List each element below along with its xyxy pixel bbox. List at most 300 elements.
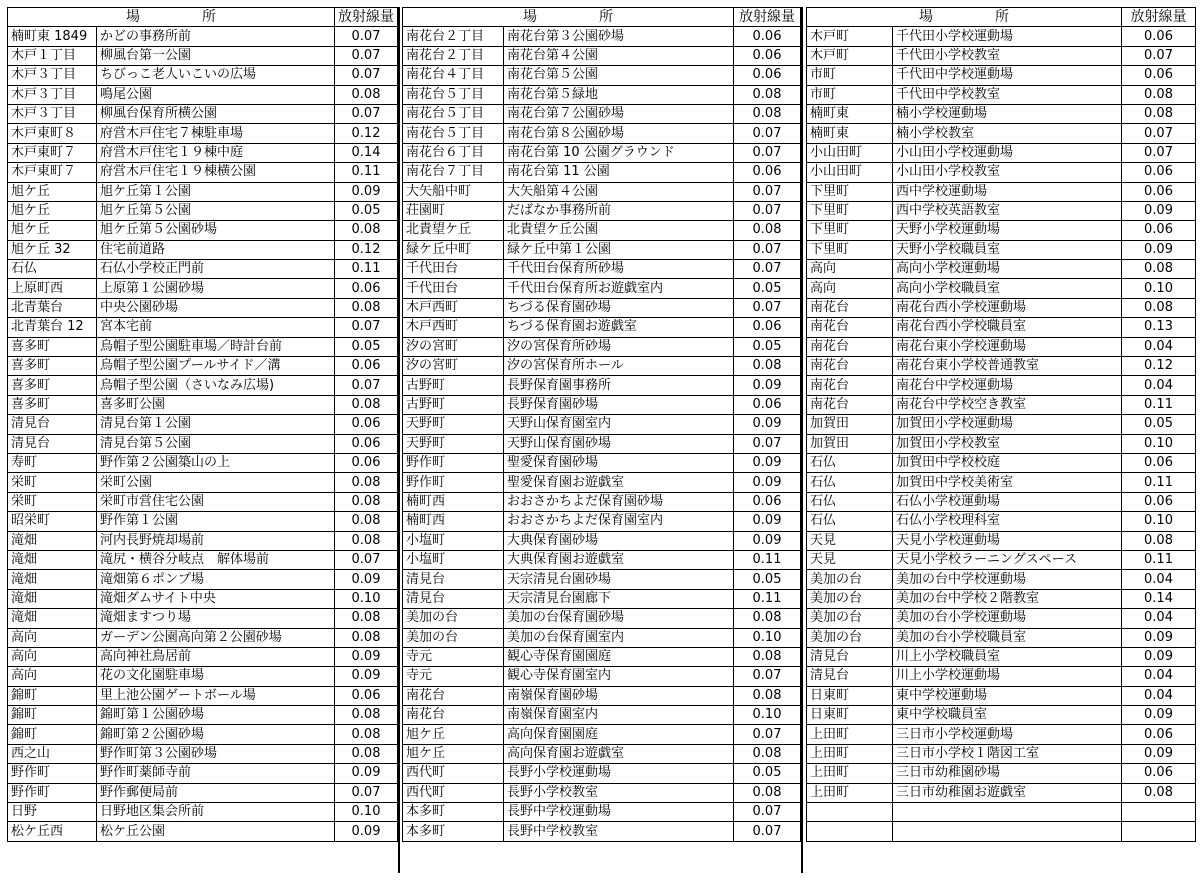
cell-location: 栄町公園 bbox=[97, 473, 335, 492]
cell-dose: 0.08 bbox=[734, 85, 801, 104]
cell-dose: 0.05 bbox=[734, 764, 801, 783]
table-row bbox=[807, 357, 1196, 376]
cell-dose: 0.08 bbox=[734, 744, 801, 763]
cell-location: 鳴尾公園 bbox=[97, 85, 335, 104]
cell-dose: 0.06 bbox=[1122, 492, 1196, 511]
cell-location: 北貴望ケ丘公園 bbox=[504, 221, 734, 240]
table-row bbox=[807, 803, 1196, 822]
cell-town: 本多町 bbox=[403, 803, 504, 822]
cell-town: 小塩町 bbox=[403, 550, 504, 569]
table-row bbox=[403, 27, 801, 46]
cell-town: 北貴望ケ丘 bbox=[403, 221, 504, 240]
cell-town: 南花台７丁目 bbox=[403, 163, 504, 182]
cell-dose: 0.08 bbox=[335, 512, 398, 531]
table-row bbox=[807, 66, 1196, 85]
cell-town: 下里町 bbox=[807, 201, 893, 220]
cell-dose: 0.11 bbox=[734, 550, 801, 569]
cell-town: 木戸３丁目 bbox=[8, 104, 97, 123]
cell-location: 緑ケ丘中第１公園 bbox=[504, 240, 734, 259]
cell-dose: 0.07 bbox=[335, 46, 398, 65]
cell-town: 西代町 bbox=[403, 764, 504, 783]
cell-town: 旭ケ丘 bbox=[8, 201, 97, 220]
cell-town: 市町 bbox=[807, 85, 893, 104]
table-row bbox=[403, 66, 801, 85]
cell-dose: 0.08 bbox=[1122, 104, 1196, 123]
cell-town: 大矢船中町 bbox=[403, 182, 504, 201]
cell-location: 小山田小学校運動場 bbox=[893, 143, 1122, 162]
cell-location: 清見台第１公園 bbox=[97, 415, 335, 434]
table-row bbox=[807, 201, 1196, 220]
cell-location: 楠小学校運動場 bbox=[893, 104, 1122, 123]
cell-dose: 0.08 bbox=[1122, 260, 1196, 279]
cell-dose: 0.06 bbox=[1122, 182, 1196, 201]
cell-location: 滝尻・横谷分岐点 解体場前 bbox=[97, 550, 335, 569]
cell-location: 聖愛保育園砂場 bbox=[504, 453, 734, 472]
cell-location: 美加の台保育園砂場 bbox=[504, 609, 734, 628]
cell-dose: 0.08 bbox=[734, 104, 801, 123]
table-row bbox=[8, 609, 398, 628]
table-row bbox=[403, 589, 801, 608]
cell-town: 高向 bbox=[8, 647, 97, 666]
cell-location: 南花台第５公園 bbox=[504, 66, 734, 85]
cell-dose: 0.05 bbox=[734, 337, 801, 356]
cell-location: 野作第１公園 bbox=[97, 512, 335, 531]
cell-town: 南花台５丁目 bbox=[403, 104, 504, 123]
table-row bbox=[8, 570, 398, 589]
table-row bbox=[8, 240, 398, 259]
cell-dose: 0.11 bbox=[335, 163, 398, 182]
cell-location: 天野小学校職員室 bbox=[893, 240, 1122, 259]
cell-town: 清見台 bbox=[403, 589, 504, 608]
cell-town: 千代田台 bbox=[403, 279, 504, 298]
table-row bbox=[403, 201, 801, 220]
cell-dose: 0.06 bbox=[734, 163, 801, 182]
cell-town: 松ケ丘西 bbox=[8, 822, 97, 841]
cell-town bbox=[807, 803, 893, 822]
cell-town: 滝畑 bbox=[8, 589, 97, 608]
header-dose: 放射線量 bbox=[734, 8, 801, 27]
table-row bbox=[403, 104, 801, 123]
cell-dose: 0.04 bbox=[1122, 570, 1196, 589]
cell-dose: 0.10 bbox=[734, 628, 801, 647]
cell-dose: 0.11 bbox=[734, 589, 801, 608]
cell-town: 滝畑 bbox=[8, 609, 97, 628]
cell-town: 市町 bbox=[807, 66, 893, 85]
cell-town: 南花台 bbox=[807, 298, 893, 317]
table-row bbox=[8, 415, 398, 434]
cell-dose: 0.05 bbox=[1122, 415, 1196, 434]
cell-town: 楠町東 bbox=[807, 104, 893, 123]
cell-dose: 0.06 bbox=[335, 434, 398, 453]
cell-dose: 0.07 bbox=[734, 143, 801, 162]
cell-location: 南花台東小学校普通教室 bbox=[893, 357, 1122, 376]
table-row bbox=[8, 492, 398, 511]
cell-dose bbox=[1122, 822, 1196, 841]
cell-town: 昭栄町 bbox=[8, 512, 97, 531]
cell-town: 南花台２丁目 bbox=[403, 46, 504, 65]
table-row bbox=[807, 337, 1196, 356]
cell-location: 高向小学校運動場 bbox=[893, 260, 1122, 279]
cell-town: 荘園町 bbox=[403, 201, 504, 220]
cell-town: 滝畑 bbox=[8, 531, 97, 550]
cell-location: 河内長野焼却場前 bbox=[97, 531, 335, 550]
cell-location: 東中学校運動場 bbox=[893, 686, 1122, 705]
cell-dose: 0.14 bbox=[1122, 589, 1196, 608]
cell-location: 栄町市営住宅公園 bbox=[97, 492, 335, 511]
table-row bbox=[403, 473, 801, 492]
cell-location: 千代田台保育所お遊戯室内 bbox=[504, 279, 734, 298]
cell-dose: 0.11 bbox=[335, 260, 398, 279]
cell-location: 美加の台小学校職員室 bbox=[893, 628, 1122, 647]
cell-location: 長野小学校教室 bbox=[504, 783, 734, 802]
table-row bbox=[807, 376, 1196, 395]
cell-location: 千代田台保育所砂場 bbox=[504, 260, 734, 279]
table-row bbox=[8, 376, 398, 395]
cell-town: 南花台 bbox=[403, 686, 504, 705]
cell-dose: 0.08 bbox=[1122, 783, 1196, 802]
cell-town: 寿町 bbox=[8, 453, 97, 472]
table-row bbox=[403, 221, 801, 240]
cell-location: 大典保育園砂場 bbox=[504, 531, 734, 550]
cell-location: 長野保育園事務所 bbox=[504, 376, 734, 395]
cell-town: 木戸１丁目 bbox=[8, 46, 97, 65]
cell-town: 汐の宮町 bbox=[403, 337, 504, 356]
table-row bbox=[403, 85, 801, 104]
cell-town: 上原町西 bbox=[8, 279, 97, 298]
table-row bbox=[403, 453, 801, 472]
cell-location: 烏帽子型公園（さいなみ広場) bbox=[97, 376, 335, 395]
cell-dose: 0.08 bbox=[335, 706, 398, 725]
cell-dose: 0.07 bbox=[335, 376, 398, 395]
cell-dose: 0.06 bbox=[1122, 221, 1196, 240]
table-row bbox=[807, 725, 1196, 744]
table-row bbox=[403, 298, 801, 317]
cell-town: 天野町 bbox=[403, 434, 504, 453]
cell-dose: 0.06 bbox=[335, 279, 398, 298]
cell-location: 三日市幼稚園お遊戯室 bbox=[893, 783, 1122, 802]
cell-dose: 0.09 bbox=[734, 376, 801, 395]
cell-town: 小山田町 bbox=[807, 163, 893, 182]
cell-dose: 0.06 bbox=[335, 453, 398, 472]
cell-town: 南花台 bbox=[807, 337, 893, 356]
cell-dose: 0.12 bbox=[335, 124, 398, 143]
cell-location: 旭ケ丘第１公園 bbox=[97, 182, 335, 201]
cell-location: 野作町薬師寺前 bbox=[97, 764, 335, 783]
table-row bbox=[807, 550, 1196, 569]
table-row bbox=[403, 337, 801, 356]
cell-location: 中央公園砂場 bbox=[97, 298, 335, 317]
table-row bbox=[8, 298, 398, 317]
table-row bbox=[403, 706, 801, 725]
table-row bbox=[8, 46, 398, 65]
cell-location: 柳風台第一公園 bbox=[97, 46, 335, 65]
cell-location: 高向小学校職員室 bbox=[893, 279, 1122, 298]
cell-dose: 0.10 bbox=[1122, 279, 1196, 298]
cell-location bbox=[893, 803, 1122, 822]
cell-town: 錦町 bbox=[8, 725, 97, 744]
cell-location: 加賀田小学校運動場 bbox=[893, 415, 1122, 434]
table-row bbox=[8, 337, 398, 356]
cell-dose: 0.07 bbox=[734, 260, 801, 279]
cell-dose: 0.07 bbox=[335, 27, 398, 46]
cell-dose: 0.07 bbox=[335, 783, 398, 802]
cell-location: 長野保育園砂場 bbox=[504, 395, 734, 414]
table-row bbox=[403, 628, 801, 647]
cell-location: 三日市小学校運動場 bbox=[893, 725, 1122, 744]
cell-dose: 0.07 bbox=[734, 822, 801, 841]
cell-town: 楠町西 bbox=[403, 492, 504, 511]
cell-dose: 0.08 bbox=[734, 357, 801, 376]
cell-dose: 0.08 bbox=[1122, 85, 1196, 104]
cell-location: だばなか事務所前 bbox=[504, 201, 734, 220]
table-row bbox=[807, 27, 1196, 46]
cell-town: 野作町 bbox=[8, 764, 97, 783]
cell-dose: 0.07 bbox=[335, 318, 398, 337]
table-row bbox=[807, 492, 1196, 511]
cell-location: 東中学校職員室 bbox=[893, 706, 1122, 725]
cell-location: 住宅前道路 bbox=[97, 240, 335, 259]
cell-dose: 0.09 bbox=[335, 764, 398, 783]
cell-dose: 0.08 bbox=[335, 531, 398, 550]
table-row bbox=[403, 686, 801, 705]
cell-town: 木戸西町 bbox=[403, 318, 504, 337]
cell-town: 旭ケ丘 bbox=[8, 221, 97, 240]
cell-location: 汐の宮保育所砂場 bbox=[504, 337, 734, 356]
cell-location: 千代田中学校教室 bbox=[893, 85, 1122, 104]
cell-dose: 0.09 bbox=[1122, 628, 1196, 647]
cell-location: 川上小学校運動場 bbox=[893, 667, 1122, 686]
cell-dose: 0.11 bbox=[1122, 550, 1196, 569]
cell-location: 加賀田中学校美術室 bbox=[893, 473, 1122, 492]
table-row bbox=[807, 318, 1196, 337]
cell-location: 南花台第４公園 bbox=[504, 46, 734, 65]
cell-dose: 0.08 bbox=[335, 609, 398, 628]
cell-location: 錦町第２公園砂場 bbox=[97, 725, 335, 744]
cell-town: 高向 bbox=[807, 260, 893, 279]
table-row bbox=[807, 104, 1196, 123]
table-row bbox=[807, 473, 1196, 492]
table-row bbox=[403, 531, 801, 550]
table-row bbox=[403, 434, 801, 453]
cell-dose: 0.08 bbox=[734, 686, 801, 705]
cell-town: 南花台２丁目 bbox=[403, 27, 504, 46]
table-row bbox=[8, 822, 398, 841]
cell-town: 天見 bbox=[807, 550, 893, 569]
table-row bbox=[403, 240, 801, 259]
cell-town: 美加の台 bbox=[807, 628, 893, 647]
cell-town: 清見台 bbox=[8, 434, 97, 453]
cell-dose: 0.06 bbox=[1122, 725, 1196, 744]
table-row bbox=[807, 667, 1196, 686]
cell-location: 烏帽子型公園プールサイド／溝 bbox=[97, 357, 335, 376]
cell-location: 日野地区集会所前 bbox=[97, 803, 335, 822]
table-row bbox=[8, 453, 398, 472]
cell-town: 美加の台 bbox=[807, 570, 893, 589]
cell-location: 里上池公園ゲートボール場 bbox=[97, 686, 335, 705]
cell-dose: 0.10 bbox=[1122, 512, 1196, 531]
table-row bbox=[807, 163, 1196, 182]
cell-dose: 0.09 bbox=[734, 512, 801, 531]
cell-location: 野作第２公園築山の上 bbox=[97, 453, 335, 472]
cell-dose: 0.08 bbox=[734, 609, 801, 628]
table-row bbox=[8, 667, 398, 686]
cell-town: 清見台 bbox=[807, 667, 893, 686]
cell-location: 宮本宅前 bbox=[97, 318, 335, 337]
cell-dose: 0.06 bbox=[335, 415, 398, 434]
cell-dose: 0.09 bbox=[734, 415, 801, 434]
cell-dose: 0.04 bbox=[1122, 337, 1196, 356]
cell-location: 天見小学校運動場 bbox=[893, 531, 1122, 550]
cell-dose: 0.07 bbox=[335, 104, 398, 123]
cell-town: 滝畑 bbox=[8, 550, 97, 569]
cell-dose: 0.09 bbox=[335, 667, 398, 686]
cell-town: 本多町 bbox=[403, 822, 504, 841]
table-row bbox=[8, 143, 398, 162]
cell-dose: 0.08 bbox=[335, 725, 398, 744]
cell-location: 野作郵便局前 bbox=[97, 783, 335, 802]
cell-location: 三日市小学校１階図工室 bbox=[893, 744, 1122, 763]
table-row bbox=[8, 163, 398, 182]
cell-dose: 0.04 bbox=[1122, 376, 1196, 395]
cell-location: 南花台第３公園砂場 bbox=[504, 27, 734, 46]
table-row bbox=[8, 473, 398, 492]
radiation-table-block-2 bbox=[402, 7, 801, 842]
cell-town: 南花台４丁目 bbox=[403, 66, 504, 85]
table-row bbox=[8, 764, 398, 783]
table-row bbox=[403, 260, 801, 279]
table-row bbox=[807, 706, 1196, 725]
cell-location: 大典保育園お遊戯室 bbox=[504, 550, 734, 569]
table-row bbox=[807, 143, 1196, 162]
cell-town: 清見台 bbox=[403, 570, 504, 589]
table-row bbox=[8, 124, 398, 143]
cell-location: 清見台第５公園 bbox=[97, 434, 335, 453]
cell-location: 南嶺保育園砂場 bbox=[504, 686, 734, 705]
cell-town: 南花台 bbox=[807, 395, 893, 414]
cell-location: 美加の台小学校運動場 bbox=[893, 609, 1122, 628]
cell-location: 南花台第５緑地 bbox=[504, 85, 734, 104]
cell-location: 天宗清見台園廊下 bbox=[504, 589, 734, 608]
cell-dose: 0.06 bbox=[335, 686, 398, 705]
cell-dose: 0.07 bbox=[734, 182, 801, 201]
cell-town: 寺元 bbox=[403, 667, 504, 686]
cell-location: 柳風台保育所横公園 bbox=[97, 104, 335, 123]
cell-town: 加賀田 bbox=[807, 434, 893, 453]
cell-dose: 0.05 bbox=[734, 570, 801, 589]
cell-location: 府営木戸住宅１９棟横公園 bbox=[97, 163, 335, 182]
cell-dose: 0.12 bbox=[1122, 357, 1196, 376]
cell-location: 聖愛保育園お遊戯室 bbox=[504, 473, 734, 492]
cell-location: ガーデン公園高向第２公園砂場 bbox=[97, 628, 335, 647]
cell-town: 美加の台 bbox=[807, 589, 893, 608]
cell-town: 美加の台 bbox=[403, 609, 504, 628]
cell-town: 木戸西町 bbox=[403, 298, 504, 317]
table-row bbox=[807, 279, 1196, 298]
cell-location: 旭ケ丘第５公園砂場 bbox=[97, 221, 335, 240]
cell-town: 上田町 bbox=[807, 764, 893, 783]
cell-town: 栄町 bbox=[8, 492, 97, 511]
cell-dose: 0.08 bbox=[1122, 298, 1196, 317]
table-row bbox=[403, 415, 801, 434]
table-row bbox=[8, 725, 398, 744]
table-row bbox=[807, 764, 1196, 783]
table-row bbox=[8, 434, 398, 453]
cell-dose: 0.06 bbox=[734, 318, 801, 337]
header-row bbox=[807, 8, 1196, 27]
cell-town: 石仏 bbox=[807, 453, 893, 472]
cell-town: 旭ケ丘 32 bbox=[8, 240, 97, 259]
cell-location: 南花台中学校運動場 bbox=[893, 376, 1122, 395]
table-row bbox=[403, 783, 801, 802]
cell-town: 古野町 bbox=[403, 376, 504, 395]
cell-town: 美加の台 bbox=[403, 628, 504, 647]
table-row bbox=[8, 686, 398, 705]
cell-town: 日東町 bbox=[807, 686, 893, 705]
cell-dose: 0.09 bbox=[335, 647, 398, 666]
table-row bbox=[8, 803, 398, 822]
cell-location: おおさかちよだ保育園室内 bbox=[504, 512, 734, 531]
cell-dose: 0.04 bbox=[1122, 609, 1196, 628]
cell-town: 緑ケ丘中町 bbox=[403, 240, 504, 259]
cell-dose: 0.08 bbox=[335, 473, 398, 492]
cell-town: 美加の台 bbox=[807, 609, 893, 628]
table-row bbox=[807, 744, 1196, 763]
cell-location: 三日市幼稚園砂場 bbox=[893, 764, 1122, 783]
cell-town: 野作町 bbox=[403, 453, 504, 472]
cell-dose: 0.06 bbox=[1122, 764, 1196, 783]
cell-town: 寺元 bbox=[403, 647, 504, 666]
table-row bbox=[807, 260, 1196, 279]
header-dose: 放射線量 bbox=[335, 8, 398, 27]
table-row bbox=[8, 201, 398, 220]
header-row bbox=[403, 8, 801, 27]
cell-location: 長野中学校運動場 bbox=[504, 803, 734, 822]
cell-dose: 0.07 bbox=[734, 725, 801, 744]
cell-dose: 0.07 bbox=[734, 298, 801, 317]
cell-location: ちびっこ老人いこいの広場 bbox=[97, 66, 335, 85]
radiation-table-block-1 bbox=[7, 7, 398, 842]
header-place: 場 所 bbox=[403, 8, 734, 27]
cell-dose: 0.09 bbox=[335, 822, 398, 841]
table-row bbox=[403, 124, 801, 143]
cell-location: かどの事務所前 bbox=[97, 27, 335, 46]
cell-town: 北青葉台 12 bbox=[8, 318, 97, 337]
table-row bbox=[8, 85, 398, 104]
table-row bbox=[807, 686, 1196, 705]
table-row bbox=[8, 104, 398, 123]
cell-location: 府営木戸住宅７棟駐車場 bbox=[97, 124, 335, 143]
cell-dose: 0.08 bbox=[335, 744, 398, 763]
cell-town: 木戸東町８ bbox=[8, 124, 97, 143]
cell-dose: 0.09 bbox=[734, 453, 801, 472]
table-row bbox=[807, 628, 1196, 647]
table-row bbox=[807, 85, 1196, 104]
cell-location: 美加の台中学校２階教室 bbox=[893, 589, 1122, 608]
header-place: 場 所 bbox=[807, 8, 1122, 27]
cell-town: 南花台 bbox=[403, 706, 504, 725]
cell-dose: 0.06 bbox=[734, 27, 801, 46]
cell-location: 錦町第１公園砂場 bbox=[97, 706, 335, 725]
table-row bbox=[403, 803, 801, 822]
cell-town: 小塩町 bbox=[403, 531, 504, 550]
cell-dose: 0.09 bbox=[1122, 201, 1196, 220]
table-row bbox=[807, 822, 1196, 841]
cell-location: 烏帽子型公園駐車場／時計台前 bbox=[97, 337, 335, 356]
table-row bbox=[8, 395, 398, 414]
table-row bbox=[8, 628, 398, 647]
table-row bbox=[807, 221, 1196, 240]
table-row bbox=[807, 395, 1196, 414]
